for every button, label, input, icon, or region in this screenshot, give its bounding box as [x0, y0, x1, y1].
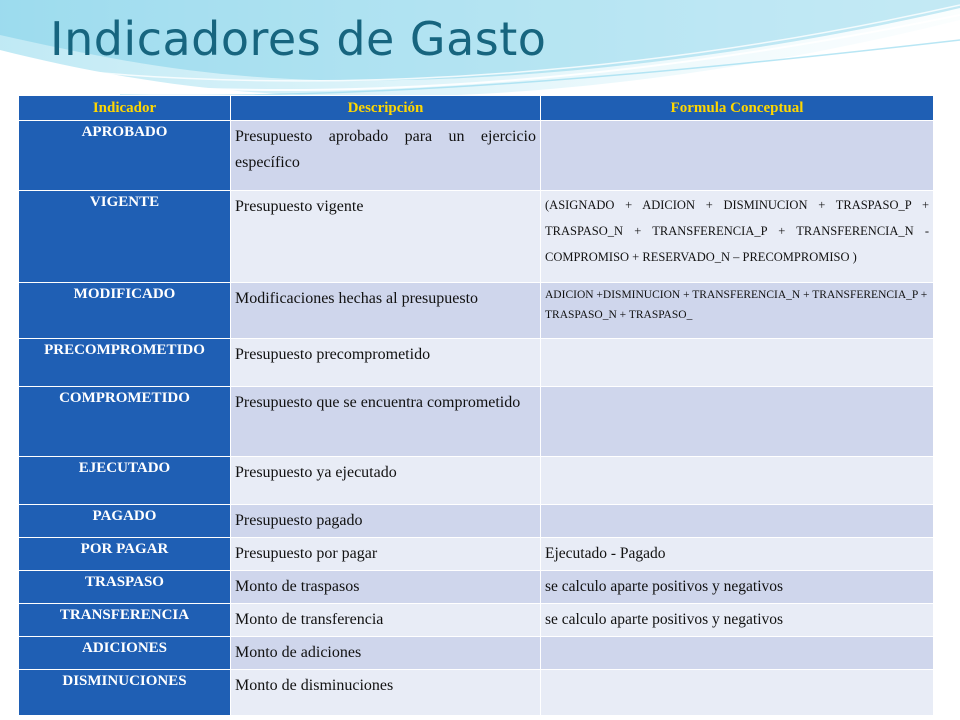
cell-descripcion: Presupuesto que se encuentra comprometido — [231, 387, 541, 457]
cell-formula: ADICION +DISMINUCION + TRANSFERENCIA_N + TRANSFERENCIA_P + TRASPASO_N + TRASPASO_ — [541, 283, 934, 339]
cell-descripcion: Presupuesto aprobado para un ejercicio específico — [231, 121, 541, 191]
table-row — [19, 387, 934, 457]
cell-formula: (ASIGNADO + ADICION + DISMINUCION + TRASPASO_P + TRASPASO_N + TRANSFERENCIA_P + TRANSFERENCIA_N - COMPROMISO + RESERVADO_N – PRECOMPROMISO ) — [541, 191, 934, 283]
cell-indicador: VIGENTE — [19, 191, 231, 283]
cell-indicador: TRASPASO — [19, 571, 231, 604]
cell-indicador: MODIFICADO — [19, 283, 231, 339]
table-row — [19, 339, 934, 387]
header-indicador: Indicador — [19, 96, 231, 121]
cell-indicador: EJECUTADO — [19, 457, 231, 505]
table-row — [19, 191, 934, 283]
cell-descripcion: Presupuesto vigente — [231, 191, 541, 283]
cell-indicador: COMPROMETIDO — [19, 387, 231, 457]
cell-indicador: TRANSFERENCIA — [19, 604, 231, 637]
cell-indicador: POR PAGAR — [19, 538, 231, 571]
table-header-row — [19, 96, 934, 121]
cell-formula — [541, 121, 934, 191]
cell-formula — [541, 387, 934, 457]
cell-formula — [541, 339, 934, 387]
cell-descripcion: Presupuesto pagado — [231, 505, 541, 538]
table-row — [19, 505, 934, 538]
cell-descripcion: Modificaciones hechas al presupuesto — [231, 283, 541, 339]
cell-indicador: DISMINUCIONES — [19, 670, 231, 716]
table-row — [19, 121, 934, 191]
cell-descripcion: Monto de disminuciones — [231, 670, 541, 716]
cell-formula — [541, 505, 934, 538]
cell-formula: se calculo aparte positivos y negativos — [541, 571, 934, 604]
cell-descripcion: Presupuesto ya ejecutado — [231, 457, 541, 505]
cell-descripcion: Monto de adiciones — [231, 637, 541, 670]
table-row — [19, 283, 934, 339]
cell-indicador: PRECOMPROMETIDO — [19, 339, 231, 387]
table-row — [19, 604, 934, 637]
table-row — [19, 637, 934, 670]
cell-indicador: PAGADO — [19, 505, 231, 538]
cell-formula: Ejecutado - Pagado — [541, 538, 934, 571]
cell-formula — [541, 670, 934, 716]
cell-descripcion: Presupuesto precomprometido — [231, 339, 541, 387]
table-row — [19, 538, 934, 571]
slide-title: Indicadores de Gasto — [50, 12, 547, 66]
table-row — [19, 670, 934, 716]
indicators-table — [18, 95, 934, 716]
cell-indicador: ADICIONES — [19, 637, 231, 670]
cell-formula — [541, 457, 934, 505]
header-descripcion: Descripción — [231, 96, 541, 121]
cell-indicador: APROBADO — [19, 121, 231, 191]
cell-descripcion: Monto de transferencia — [231, 604, 541, 637]
cell-formula — [541, 637, 934, 670]
table-row — [19, 571, 934, 604]
table-row — [19, 457, 934, 505]
cell-descripcion: Monto de traspasos — [231, 571, 541, 604]
cell-formula: se calculo aparte positivos y negativos — [541, 604, 934, 637]
cell-descripcion: Presupuesto por pagar — [231, 538, 541, 571]
header-formula: Formula Conceptual — [541, 96, 934, 121]
